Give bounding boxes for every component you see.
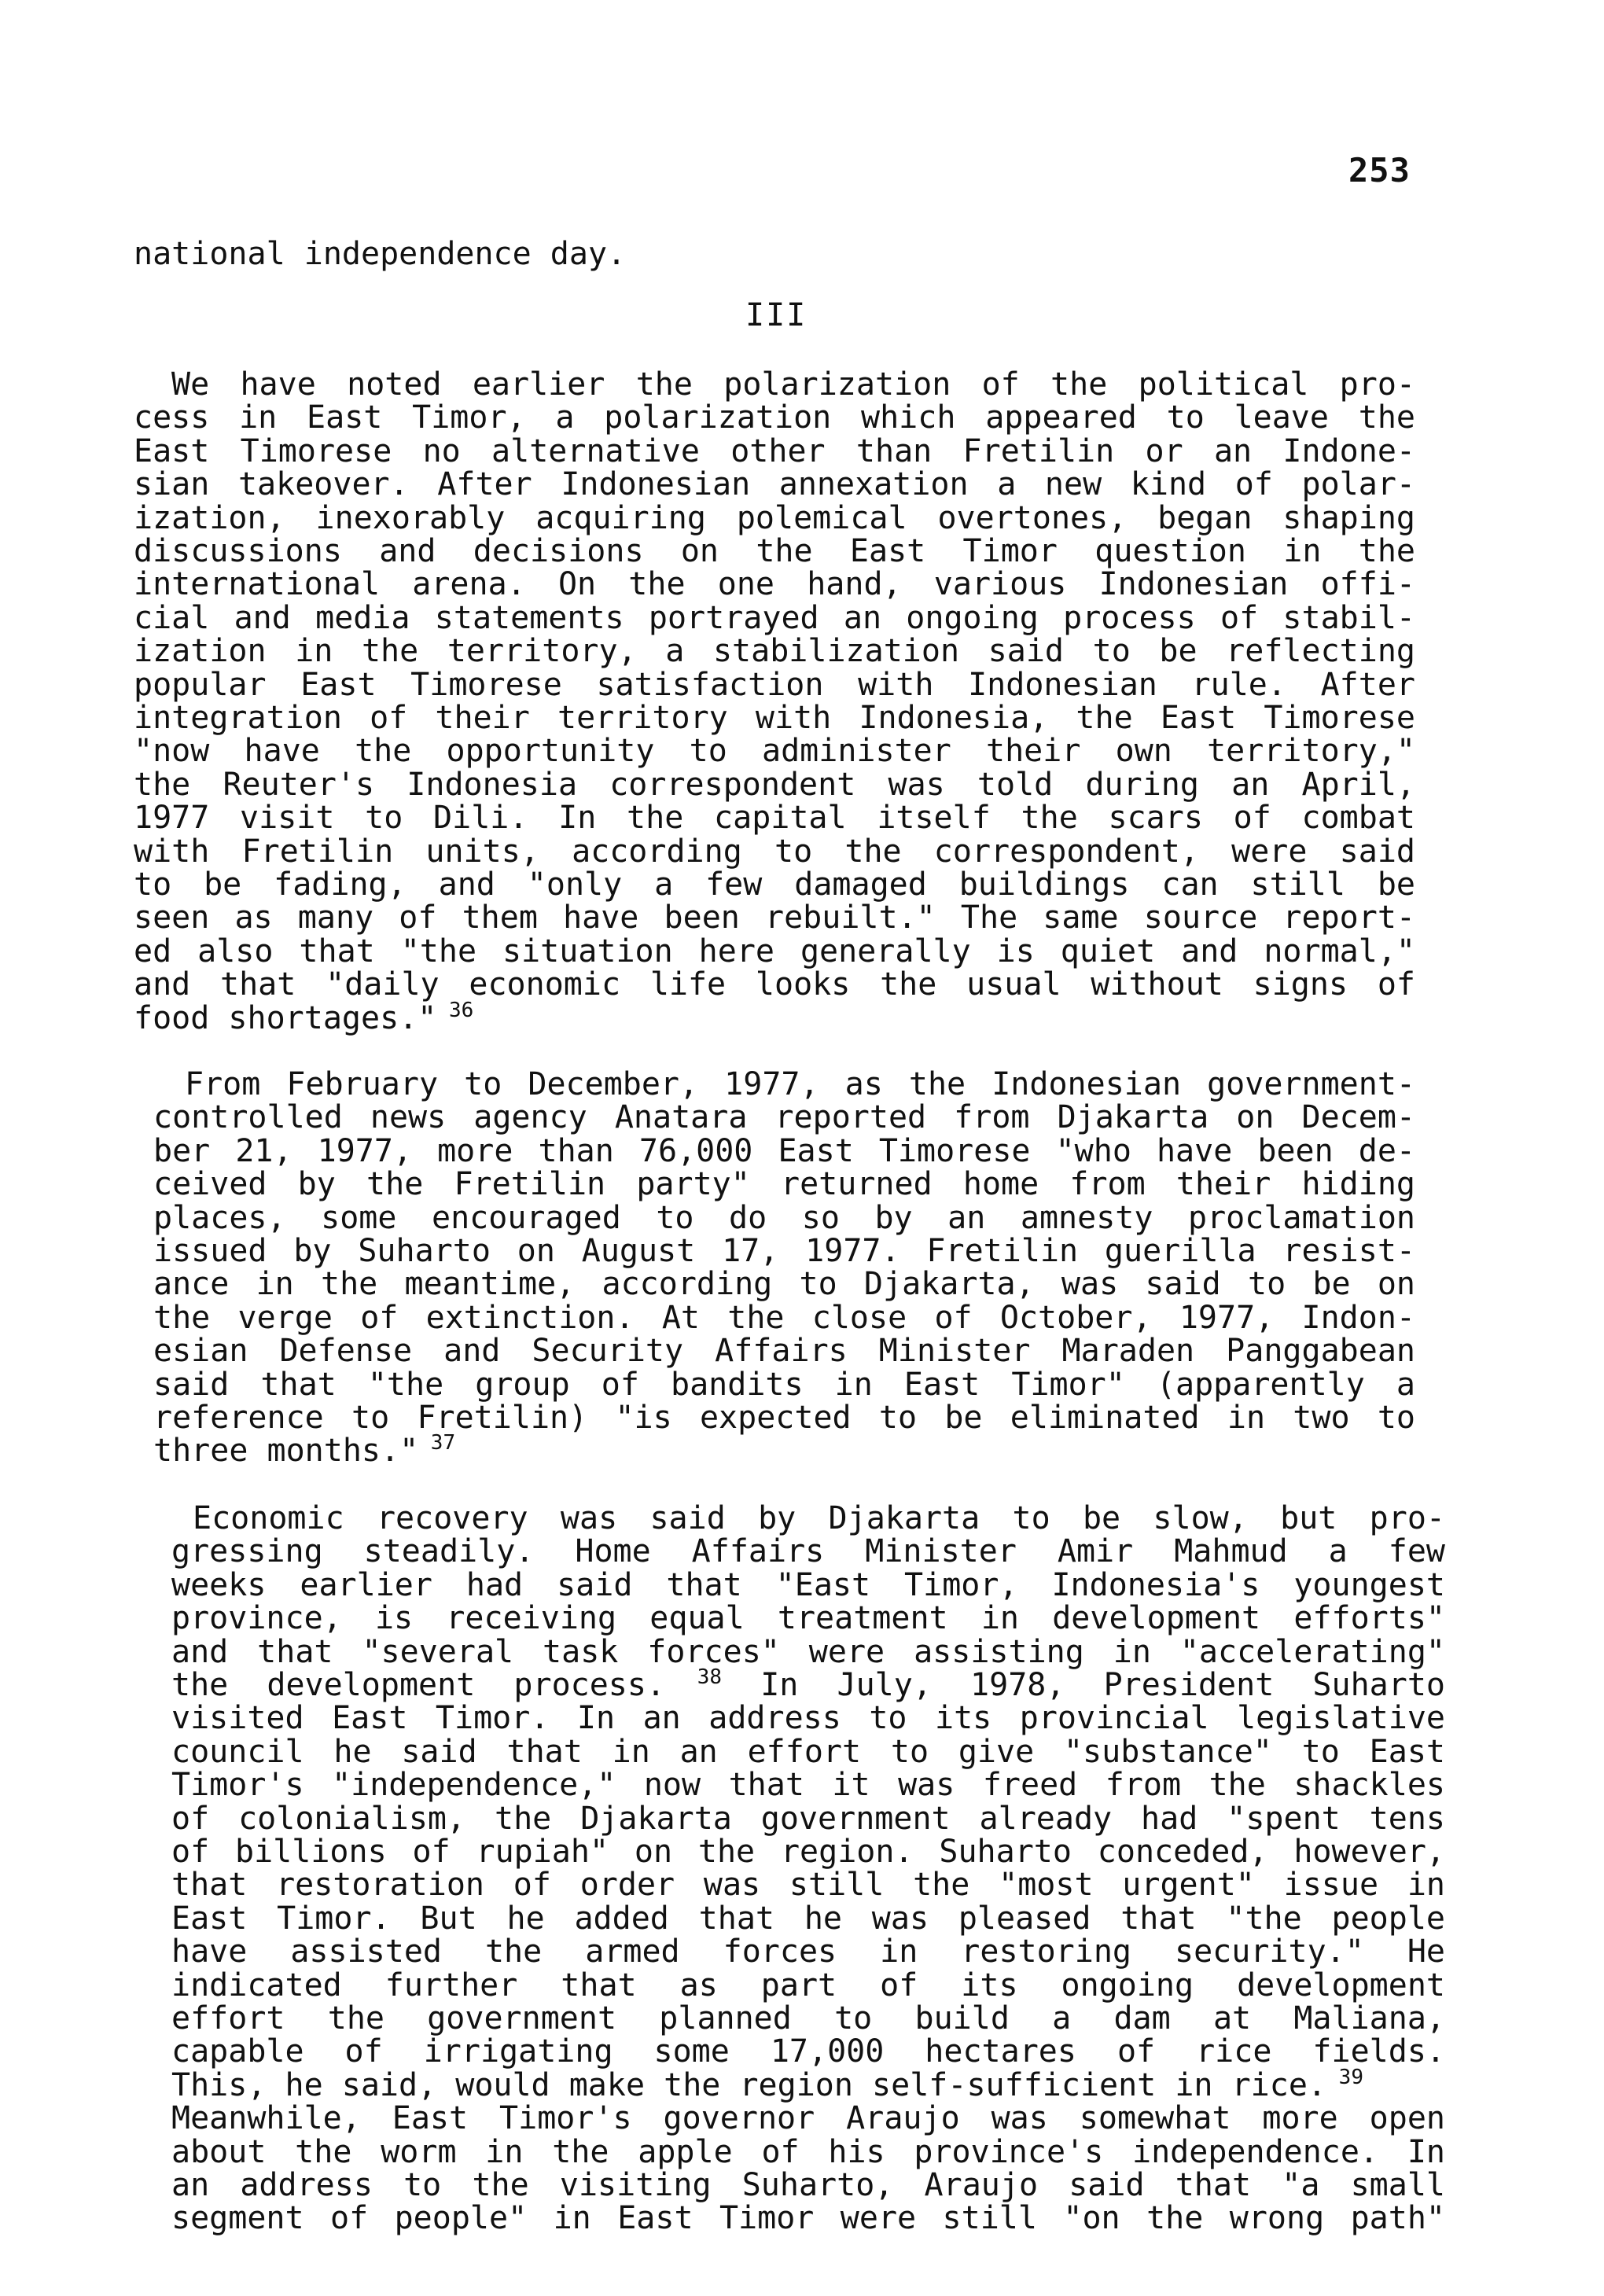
text-line [134, 499, 1415, 536]
line-text: This, he said, would make the region self-sufficient in rice. [171, 2066, 1327, 2103]
line-text: of colonialism, the Djakarta government already had "spent tens [171, 1800, 1445, 1837]
line-text: ed also that "the situation here generally is quiet and normal," [134, 933, 1415, 970]
text-line [134, 835, 1415, 868]
text-line [171, 1633, 1445, 1670]
footnote-marker: 39 [1326, 2065, 1363, 2089]
line-text: of billions of rupiah" on the region. Suharto conceded, however, [171, 1834, 1445, 1870]
line-text: cial and media statements portrayed an ongoing process of stabil- [134, 599, 1415, 636]
line-text: the verge of extinction. At the close of October, 1977, Indon- [153, 1299, 1415, 1336]
line-text: ance in the meantime, according to Djakarta, was said to be on [153, 1266, 1415, 1303]
text-line [134, 733, 1415, 770]
text-line [134, 432, 1415, 469]
line-text: controlled news agency Anatara reported from Djakarta on Decem- [153, 1099, 1415, 1136]
text-line [171, 1969, 1445, 2002]
text-line [171, 1902, 1445, 1935]
line-text: "now have the opportunity to administer their own territory," [134, 733, 1415, 770]
text-line [171, 1835, 1445, 1868]
line-text: ceived by the Fretilin party" returned home from their hiding [153, 1166, 1415, 1203]
text-line [134, 968, 1415, 1001]
text-line [134, 935, 1415, 968]
text-line [171, 1802, 1445, 1835]
text-line [153, 1201, 1415, 1234]
text-line [171, 1535, 1445, 1568]
line-text: East Timor. But he added that he was pleased that "the people [171, 1900, 1445, 1937]
line-text: the Reuter's Indonesia correspondent was told during an April, [134, 766, 1415, 803]
text-line [153, 1268, 1415, 1301]
line-text: food shortages." [134, 999, 437, 1036]
line-text: and that "several task forces" were assisting in "accelerating" [171, 1633, 1445, 1670]
text-line [171, 1767, 1445, 1804]
line-text: popular East Timorese satisfaction with Indonesian rule. After [134, 666, 1415, 703]
line-text: to be fading, and "only a few damaged buildings can still be [134, 867, 1415, 903]
line-text: segment of people" in East Timor were still "on the wrong path" [171, 2200, 1445, 2237]
text-line [193, 1502, 1445, 1535]
line-text: said that "the group of bandits in East Timor" (apparently a [153, 1366, 1415, 1403]
line-text: 1977 visit to Dili. In the capital itself the scars of combat [134, 800, 1415, 837]
section-heading: III [745, 297, 808, 333]
text-line [153, 1101, 1415, 1134]
text-line [171, 2002, 1445, 2035]
text-line [134, 800, 1415, 837]
text-line [134, 668, 1415, 701]
line-text: international arena. On the one hand, various Indonesian offi- [134, 566, 1415, 603]
text-line [171, 1665, 1445, 1703]
footnote-marker: 38 [665, 1665, 723, 1689]
line-text: Economic recovery was said by Djakarta to be slow, but pro- [193, 1500, 1445, 1536]
line-text: and that "daily economic life looks the usual without signs of [134, 966, 1415, 1003]
text-line [134, 237, 626, 270]
line-text-tail: In July, 1978, President Suharto [722, 1667, 1445, 1703]
text-line [171, 1867, 1445, 1904]
line-text: province, is receiving equal treatment in development efforts" [171, 1600, 1445, 1637]
line-text: cess in East Timor, a polarization which appeared to leave the [134, 399, 1415, 436]
text-line [134, 568, 1415, 601]
line-text: national independence day. [134, 236, 627, 272]
line-text: that restoration of order was still the "most urgent" issue in [171, 1867, 1445, 1904]
text-line [153, 1333, 1415, 1370]
text-line [153, 1132, 1415, 1169]
text-line [153, 1431, 456, 1470]
footnote-marker: 36 [436, 998, 474, 1022]
line-text: ber 21, 1977, more than 76,000 East Timorese "who have been de- [153, 1132, 1415, 1169]
text-line [134, 468, 1415, 501]
line-text: with Fretilin units, according to the correspondent, were said [134, 833, 1415, 870]
text-line [134, 868, 1415, 901]
text-line [153, 1301, 1415, 1334]
text-line [134, 635, 1415, 668]
text-line [171, 1735, 1445, 1768]
line-text: esian Defense and Security Affairs Minister Maraden Panggabean [153, 1333, 1415, 1370]
line-text: sian takeover. After Indonesian annexation a new kind of polar- [134, 466, 1415, 503]
line-text: about the worm in the apple of his province's independence. In [171, 2133, 1445, 2170]
line-text: gressing steadily. Home Affairs Minister Amir Mahmud a few [171, 1533, 1445, 1570]
text-line [171, 2035, 1445, 2068]
line-text: Meanwhile, East Timor's governor Araujo was somewhat more open [171, 2100, 1445, 2137]
line-text: ization, inexorably acquiring polemical overtones, began shaping [134, 499, 1415, 536]
footnote-marker: 37 [418, 1431, 456, 1455]
text-line [171, 2169, 1445, 2202]
text-line [134, 535, 1415, 568]
text-line [153, 1234, 1415, 1268]
line-text: council he said that in an effort to give "substance" to East [171, 1733, 1445, 1770]
line-text: an address to the visiting Suharto, Araujo said that "a small [171, 2167, 1445, 2203]
text-line [134, 701, 1415, 734]
text-line [153, 1168, 1415, 1201]
line-text: indicated further that as part of its ongoing development [171, 1967, 1445, 2003]
text-line [171, 2102, 1445, 2135]
line-text: seen as many of them have been rebuilt." The same source report- [134, 900, 1415, 936]
line-text: capable of irrigating some 17,000 hectares of rice fields. [171, 2033, 1445, 2070]
text-line [171, 1935, 1445, 1968]
text-line [134, 401, 1415, 434]
line-text: We have noted earlier the polarization of the political pro- [171, 366, 1415, 403]
line-text: ization in the territory, a stabilization said to be reflecting [134, 633, 1415, 670]
line-text: places, some encouraged to do so by an amnesty proclamation [153, 1199, 1415, 1236]
text-line [171, 2133, 1445, 2170]
line-text: reference to Fretilin) "is expected to be eliminated in two to [153, 1400, 1415, 1436]
text-line [134, 901, 1415, 934]
line-text: effort the government planned to build a dam at Maliana, [171, 2000, 1445, 2037]
line-text: Timor's "independence," now that it was freed from the shackles [171, 1767, 1445, 1804]
text-line [171, 1702, 1445, 1735]
text-line [171, 2065, 1363, 2103]
text-line [185, 1068, 1415, 1101]
text-line [171, 1602, 1445, 1635]
line-text: visited East Timor. In an address to its provincial legislative [171, 1700, 1445, 1737]
line-text: integration of their territory with Indonesia, the East Timorese [134, 700, 1415, 736]
text-line [171, 2202, 1445, 2235]
text-line [171, 1566, 1445, 1603]
text-line [134, 768, 1415, 801]
page-number: 253 [1348, 151, 1411, 189]
line-text: three months." [153, 1433, 419, 1470]
line-text: East Timorese no alternative other than Fretilin or an Indone- [134, 432, 1415, 469]
line-text: From February to December, 1977, as the Indonesian government- [185, 1066, 1415, 1102]
text-line [153, 1401, 1415, 1434]
line-text: weeks earlier had said that "East Timor, Indonesia's youngest [171, 1566, 1445, 1603]
line-text: the development process. [171, 1667, 666, 1703]
text-line [171, 368, 1415, 401]
line-text: issued by Suharto on August 17, 1977. Fretilin guerilla resist- [153, 1233, 1415, 1269]
text-line [134, 599, 1415, 636]
text-line [134, 998, 474, 1036]
text-line [153, 1368, 1415, 1401]
line-text: discussions and decisions on the East Timor question in the [134, 533, 1415, 569]
line-text: have assisted the armed forces in restoring security." He [171, 1934, 1445, 1970]
